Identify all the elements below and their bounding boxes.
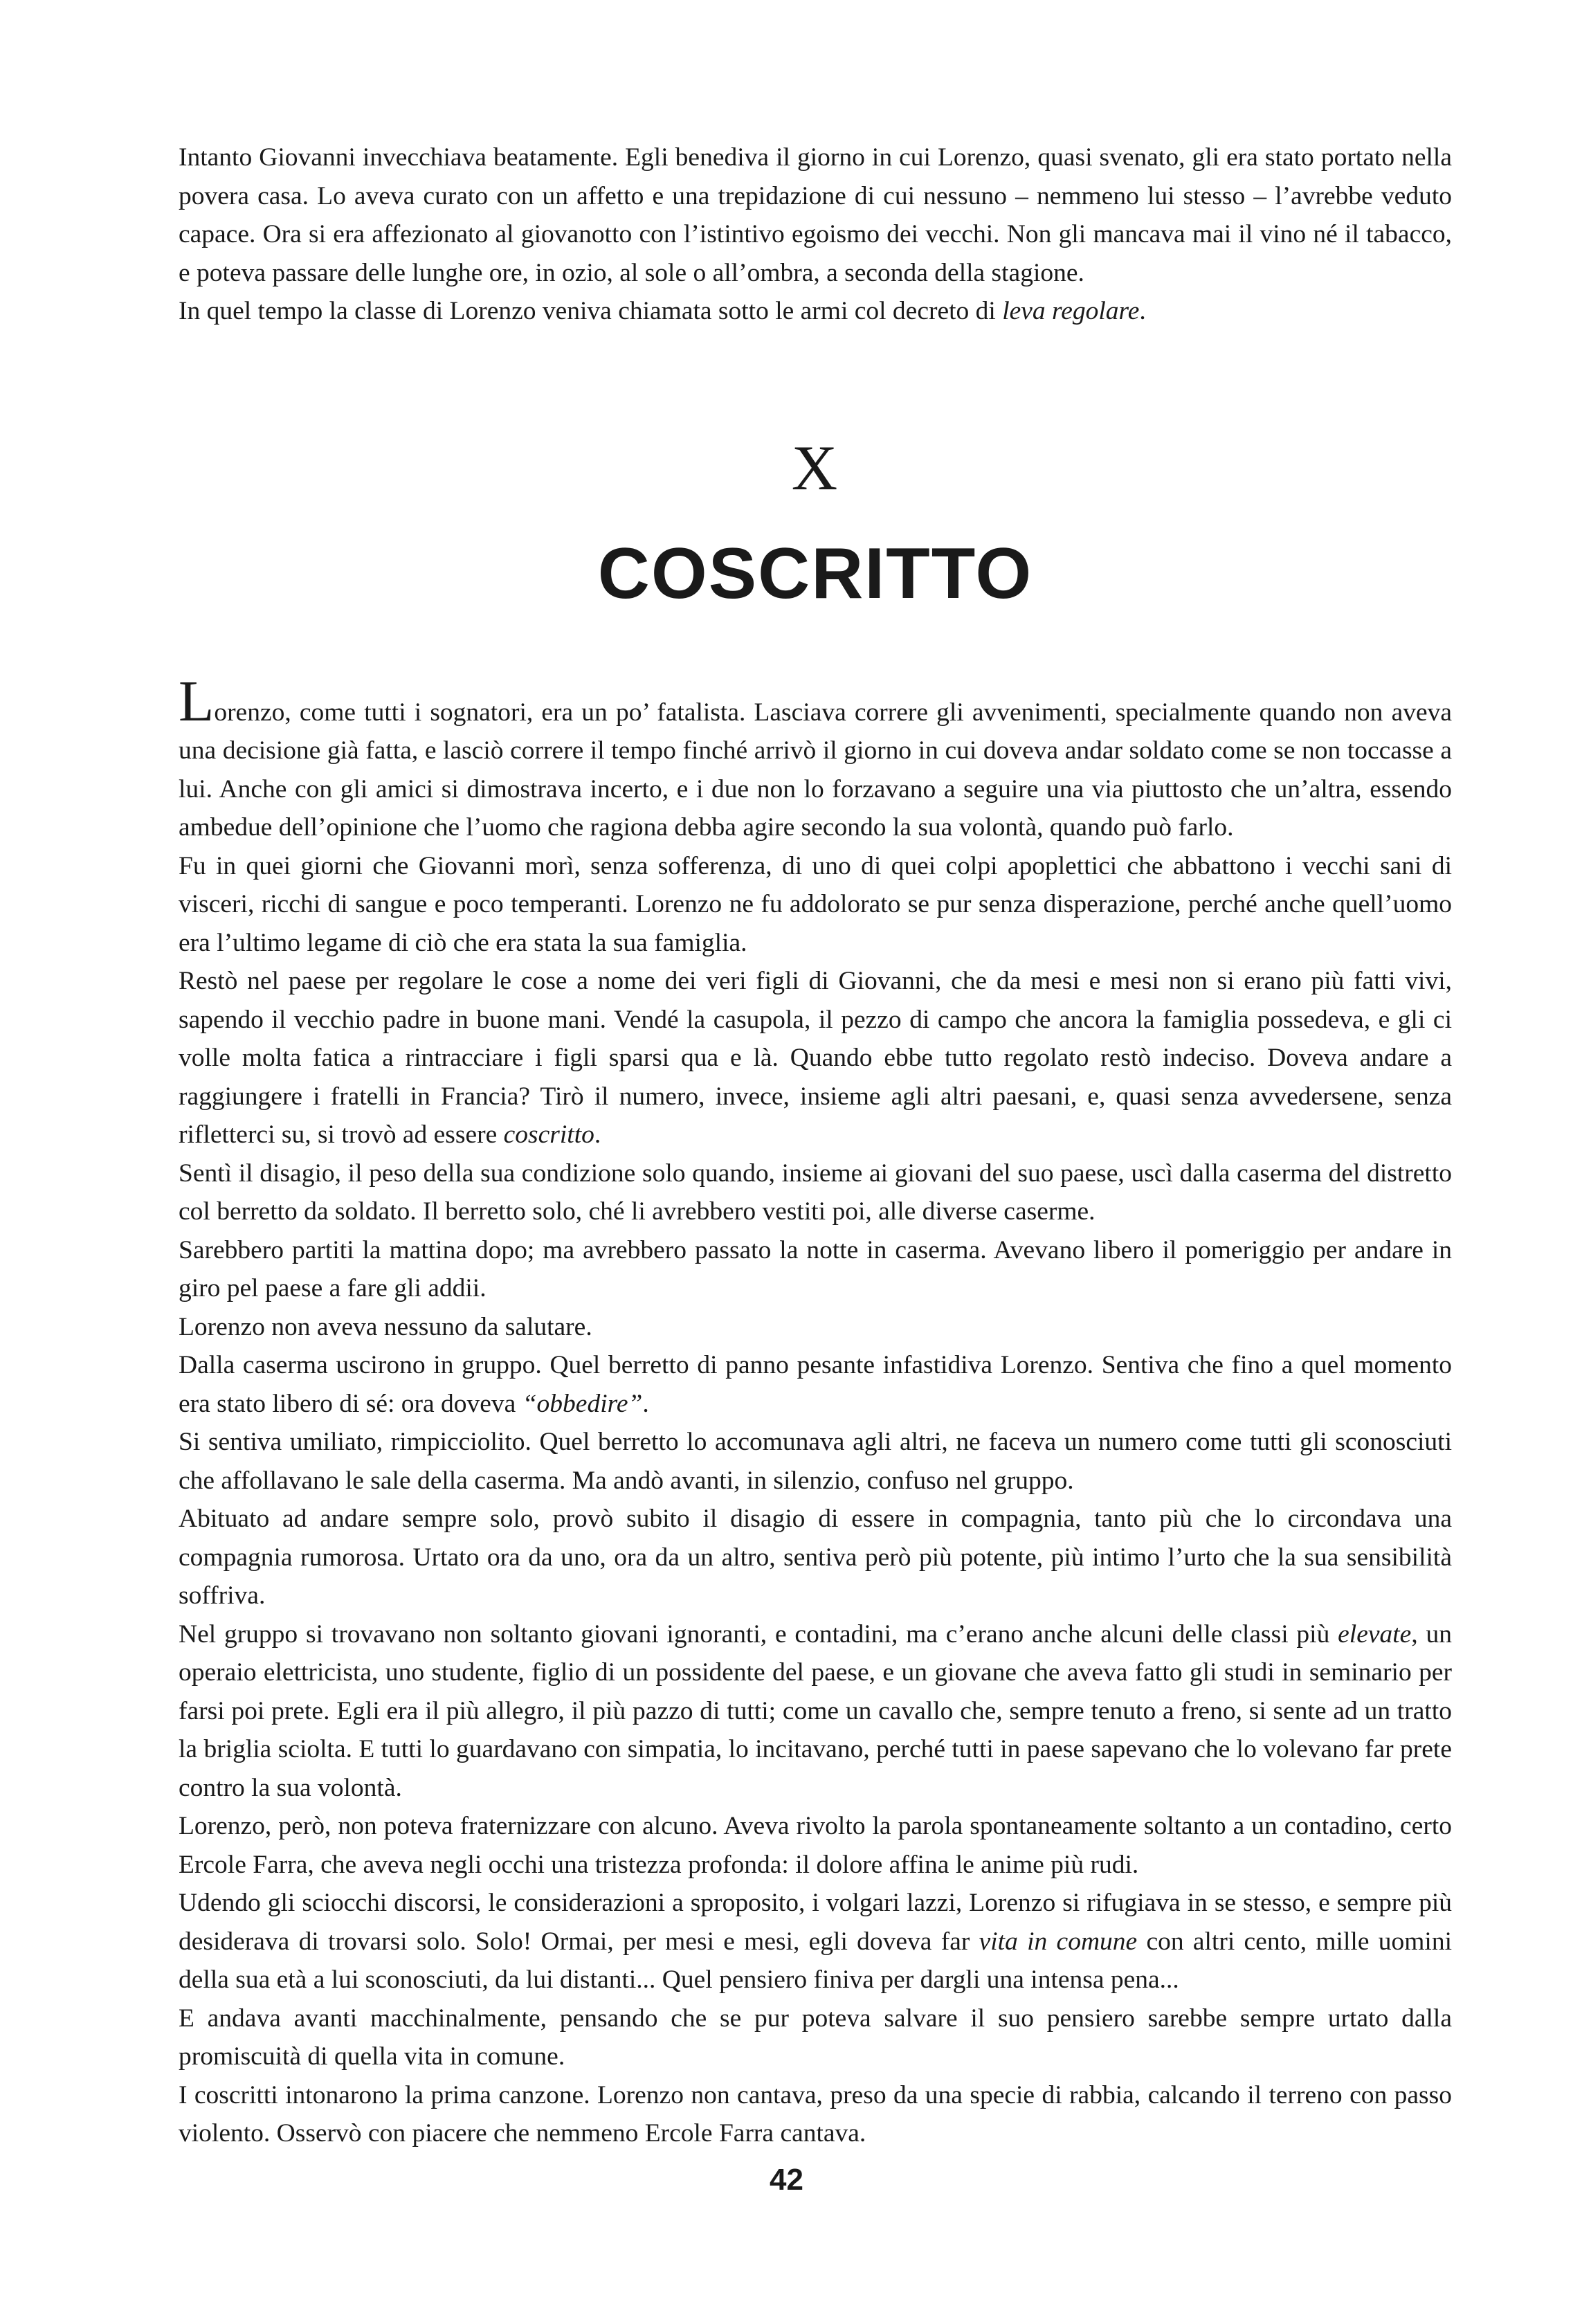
paragraph-7-emphasis: “obbedire” — [522, 1389, 643, 1418]
page-content — [179, 138, 1452, 2153]
chapter-body — [179, 669, 1453, 2153]
paragraph-3-end: . — [594, 1120, 601, 1149]
drop-cap: L — [179, 669, 215, 734]
paragraph-7-start: Dalla caserma uscirono in gruppo. Quel berretto di panno pesante infastidiva Lorenzo. Sentiva che fino a quel momento era stato libero di sé: ora doveva — [179, 1351, 1452, 1418]
intro-paragraph-2-emphasis: leva regolare — [1002, 297, 1140, 325]
paragraph-2: Fu in quei giorni che Giovanni morì, senza sofferenza, di uno di quei colpi apoplettici che abbattono i vecchi sani di visceri, ricchi di sangue e poco temperanti. Lorenzo ne fu addolorato se pur senza disperazione, perché anche quell’uomo era l’ultimo legame di ciò che era stata la sua famiglia. — [179, 851, 1452, 957]
paragraph-6: Lorenzo non aveva nessuno da salutare. — [179, 1312, 592, 1341]
paragraph-3 — [179, 962, 1452, 1154]
intro-paragraph-1: Intanto Giovanni invecchiava beatamente. Egli benediva il giorno in cui Lorenzo, quasi svenato, gli era stato portato nella povera casa. Lo aveva curato con un affetto e una trepidazione di cui nessuno – nemmeno lui stesso – l’avrebbe veduto capace. Ora si era affezionato al giovanotto con l’istintivo egoismo dei vecchi. Non gli mancava mai il vino né il tabacco, e poteva passare delle lunghe ore, in ozio, al sole o all’ombra, a seconda della stagione. — [179, 143, 1452, 287]
paragraph-4: Sentì il disagio, il peso della sua condizione solo quando, insieme ai giovani del suo paese, uscì dalla caserma del distretto col berretto da soldato. Il berretto solo, ché li avrebbero vestiti poi, alle diverse caserme. — [179, 1159, 1452, 1226]
paragraph-10 — [179, 1615, 1452, 1808]
paragraph-3-emphasis: coscritto — [503, 1120, 594, 1149]
paragraph-1-text: orenzo, come tutti i sognatori, era un po’ fatalista. Lasciava correre gli avvenimenti, specialmente quando non aveva una decisione già fatta, e lasciò correre il tempo finché arrivò il giorno in cui doveva andar soldato come se non toccasse a lui. Anche con gli amici si dimostrava incerto, e i due non lo forzavano a seguire una via piuttosto che un’altra, essendo ambedue dell’opinione che l’uomo che ragiona debba agire secondo la sua volontà, quando può farlo. — [179, 698, 1452, 842]
page-number: 42 — [770, 2163, 803, 2197]
paragraph-10-emphasis: elevate — [1338, 1619, 1412, 1649]
paragraph-1 — [179, 669, 1452, 847]
intro-section — [179, 138, 1452, 331]
intro-paragraph-2-end: . — [1139, 297, 1146, 325]
paragraph-5: Sarebbero partiti la mattina dopo; ma avrebbero passato la notte in caserma. Avevano libero il pomeriggio per andare in giro pel paese a fare gli addii. — [179, 1235, 1452, 1302]
paragraph-8: Si sentiva umiliato, rimpicciolito. Quel berretto lo accomunava agli altri, ne faceva un numero come tutti gli sconosciuti che affollavano le sale della caserma. Ma andò avanti, in silenzio, confuso nel gruppo. — [179, 1428, 1452, 1495]
intro-paragraph-2 — [179, 292, 1452, 331]
chapter-title: COSCRITTO — [597, 533, 1033, 614]
paragraph-9: Abituato ad andare sempre solo, provò subito il disagio di essere in compagnia, tanto più che lo circondava una compagnia rumorosa. Urtato ora da uno, ora da un altro, sentiva però più potente, più intimo l’urto che la sua sensibilità soffriva. — [179, 1505, 1452, 1610]
paragraph-3-start: Restò nel paese per regolare le cose a nome dei veri figli di Giovanni, che da mesi e mesi non si erano più fatti vivi, sapendo il vecchio padre in buone mani. Vendé la casupola, il pezzo di campo che ancora la famiglia possedeva, e gli ci volle molta fatica a rintracciare i figli sparsi qua e là. Quando ebbe tutto regolato restò indeciso. Doveva andare a raggiungere i fratelli in Francia? Tirò il numero, invece, insieme agli altri paesani, e, quasi senza avvedersene, senza rifletterci su, si trovò ad essere — [179, 967, 1452, 1149]
paragraph-7 — [179, 1346, 1452, 1423]
paragraph-12 — [179, 1884, 1452, 1999]
paragraph-13: E andava avanti macchinalmente, pensando che se pur poteva salvare il suo pensiero sarebbe sempre urtato dalla promiscuità di quella vita in comune. — [179, 2004, 1452, 2071]
paragraph-14: I coscritti intonarono la prima canzone. Lorenzo non cantava, preso da una specie di rabbia, calcando il terreno con passo violento. Osservò con piacere che nemmeno Ercole Farra cantava. — [179, 2080, 1452, 2148]
paragraph-10-start: Nel gruppo si trovavano non soltanto giovani ignoranti, e contadini, ma c’erano anche alcuni delle classi più — [179, 1619, 1338, 1649]
paragraph-10-end: , un operaio elettricista, uno studente, figlio di un possidente del paese, e un giovane che aveva fatto gli studi in seminario per farsi poi prete. Egli era il più allegro, il più pazzo di tutti; come un cavallo che, sempre tenuto a freno, si sente ad un tratto la briglia sciolta. E tutti lo guardavano con simpatia, lo incitavano, perché tutti in paese sapevano che lo volevano far prete contro la sua volontà. — [179, 1619, 1453, 1802]
paragraph-11: Lorenzo, però, non poteva fraternizzare con alcuno. Aveva rivolto la parola spontaneamente soltanto a un contadino, certo Ercole Farra, che aveva negli occhi una tristezza profonda: il dolore affina le anime più rudi. — [179, 1812, 1452, 1879]
paragraph-7-end: . — [642, 1389, 649, 1418]
paragraph-12-end: con altri cento, mille uomini della sua età a lui sconosciuti, da lui distanti... Quel pensiero finiva per dargli una intensa pena... — [179, 1927, 1452, 1994]
paragraph-12-start: Udendo gli sciocchi discorsi, le considerazioni a sproposito, i volgari lazzi, Lorenzo si rifugiava in se stesso, e sempre più desiderava di trovarsi solo. Solo! Ormai, per mesi e mesi, egli doveva far — [179, 1889, 1452, 1956]
chapter-number: X — [791, 432, 839, 503]
intro-paragraph-2-start: In quel tempo la classe di Lorenzo veniva chiamata sotto le armi col decreto di — [179, 297, 1003, 325]
paragraph-12-emphasis: vita in comune — [979, 1927, 1138, 1956]
